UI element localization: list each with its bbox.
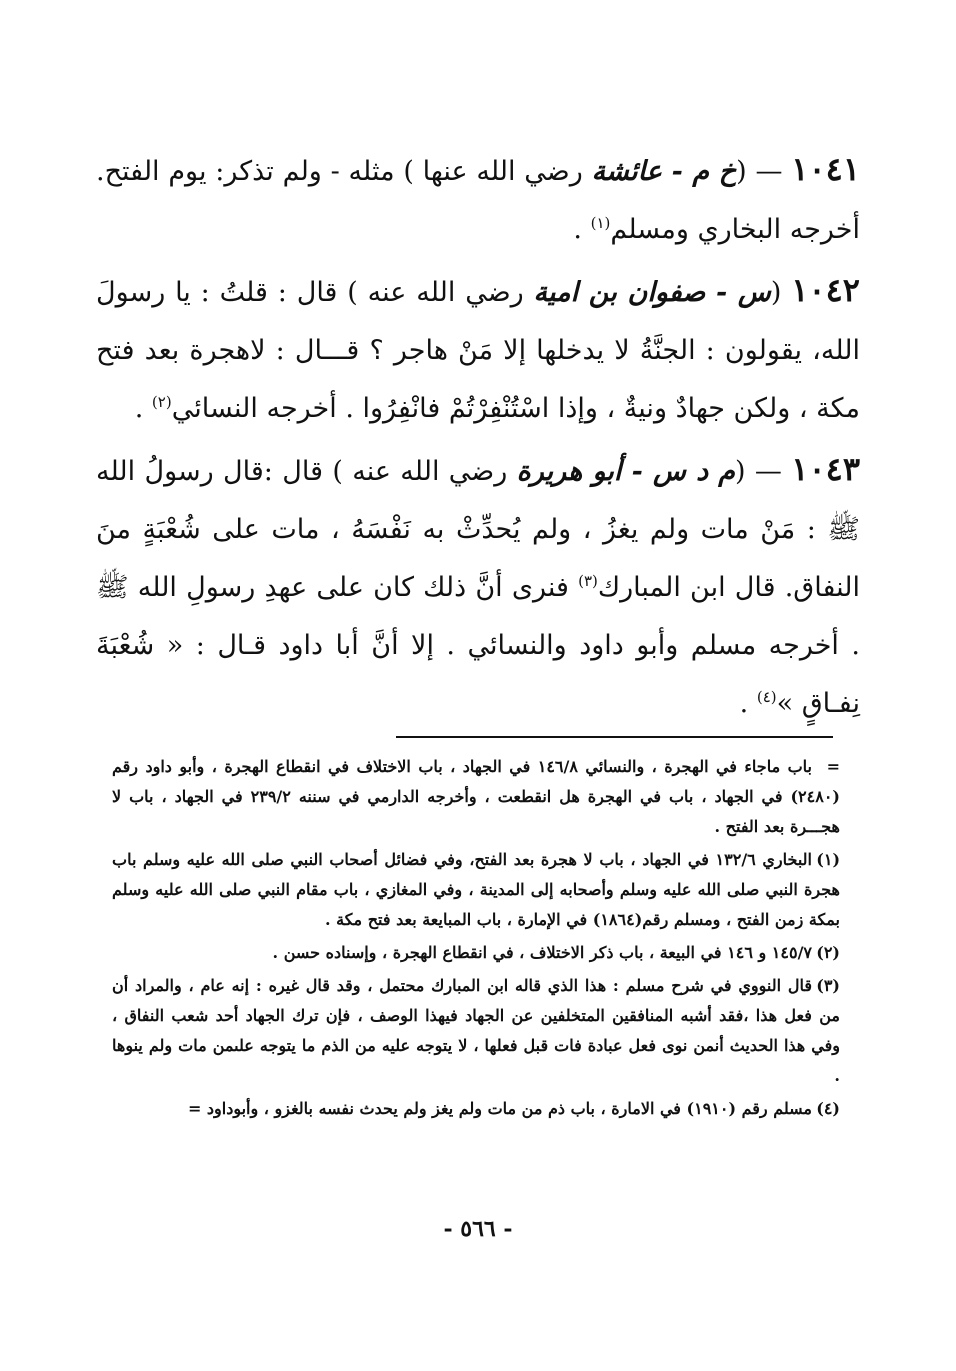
footnote-ref[interactable]: (٢) xyxy=(151,393,172,411)
footnote-separator xyxy=(396,736,833,738)
hadith-text: فنرى أنَّ ذلك كان على عهدِ رسولِ الله ﷺ . أخرجه مسلم وأبو داود والنسائي . إلا أنَّ أبا داود قـال : « شُعْبَةَ نِفـاقٍ » xyxy=(96,572,860,719)
hadith-text: رضي الله عنه ) قال :قال رسولُ الله ﷺ : مَنْ مات ولم يغزُ ، ولم يُحدِّثْ به نَفْسَهُ ، مات على شُعْبَةٍ منَ النفاق. قال ابن المبارك xyxy=(96,456,860,603)
dash: — xyxy=(746,156,792,187)
footnotes-block xyxy=(112,752,840,1127)
footnote-2 xyxy=(112,938,840,968)
hadith-1042 xyxy=(96,261,860,438)
page-number: - ٥٦٦ - xyxy=(443,1216,513,1242)
footnote-text: باب ماجاء في الهجرة ، والنسائي ١٤٦/٨ في الجهاد ، باب الاختلاف في انقطاع الهجرة ، وأبو داود رقم (٢٤٨٠) في الجهاد ، باب في الهجرة هل انقطعت ، وأخرجه الدارمي في سننه ٢٣٩/٢ في الجهاد ، باب لا هجـــرة بعد الفتح . xyxy=(112,757,840,836)
hadith-source: م د س - أبو هريرة xyxy=(516,456,735,487)
footnote-text: قال النووي في شرح مسلم : هذا الذي قاله ابن المبارك محتمل ، وقد قال غيره : إنه عام ، والمراد أن من فعل هذا ،فقد أشبه المنافقين المتخلفين عن الجهاد فيهذا الوصف ، فإن ترك الجهاد أحد شعب النفاق ، وفي هذا الحديث أنمن نوى فعل عبادة فات قبل فعلها ، لا يتوجه عليه من الذم ما يتوجه علىمن مات ولم ينوها . xyxy=(112,976,840,1085)
hadith-1041 xyxy=(96,140,860,259)
hadith-1043 xyxy=(96,440,860,733)
hadith-text: رضي الله عنه ) قال : قلتُ : يا رسولَ الله، يقولون : الجنَّةُ لا يدخلها إلا مَنْ هاجر ؟ قـــال : لاهجرة بعد فتح مكة ، ولكن جهادٌ ونيةٌ ، وإذا اسْتُنْفِرْتُمْ فانْفِرُوا . أخرجه النسائي xyxy=(96,277,860,424)
footnote-text: مسلم رقم (١٩١٠) في الامارة ، باب ذم من مات ولم يغز ولم يحدث نفسه بالغزو ، وأبوداود = xyxy=(187,1099,812,1118)
hadith-source: س - صفوان بن امية xyxy=(533,277,771,308)
footnote-text: البخاري ١٣٢/٦ في الجهاد ، باب لا هجرة بعد الفتح، وفي فضائل أصحاب النبي صلى الله عليه وسلم باب هجرة النبي صلى الله عليه وسلم وأصحابه إلى المدينة ، وفي المغازي ، باب مقام النبي صلى الله عليه وسلم بمكة زمن الفتح ، ومسلم رقم(١٨٦٤) في الإمارة ، باب المبايعة بعد فتح مكة . xyxy=(112,850,840,929)
footnote-mark: (٣) xyxy=(816,976,840,995)
hadith-end: . xyxy=(739,688,757,719)
hadith-end: . xyxy=(134,393,152,424)
hadith-number: ١٠٤٣ xyxy=(791,450,860,488)
footnote-1 xyxy=(112,845,840,935)
footnote-mark: = xyxy=(826,757,840,776)
hadith-number: ١٠٤١ xyxy=(791,150,861,188)
hadith-text: رضي الله عنها ) مثله - ولم تذكر: يوم الفتح. xyxy=(96,156,592,187)
open-paren: ( xyxy=(736,156,747,187)
open-paren: ( xyxy=(735,456,746,487)
open-paren: ( xyxy=(770,277,782,308)
hadith-source: خ م - عائشة xyxy=(591,156,737,187)
footnote-4 xyxy=(112,1094,840,1124)
footnote-continuation xyxy=(112,752,840,842)
hadith-end: . xyxy=(573,214,591,245)
footnote-mark: (١) xyxy=(816,850,841,869)
footnote-ref[interactable]: (٤) xyxy=(756,688,777,706)
dash xyxy=(781,277,791,308)
footnote-mark: (٢) xyxy=(816,943,840,962)
hadith-text-block xyxy=(96,140,860,733)
footnote-mark: (٤) xyxy=(816,1099,840,1118)
footnote-text: ١٤٥/٧ و ١٤٦ في البيعة ، باب ذكر الاختلاف ، في انقطاع الهجرة ، وإسناده حسن . xyxy=(272,943,812,962)
hadith-text: أخرجه البخاري ومسلم xyxy=(610,214,860,245)
footnote-3 xyxy=(112,971,840,1091)
dash: — xyxy=(745,456,792,487)
footnote-ref[interactable]: (٣) xyxy=(578,572,598,590)
hadith-number: ١٠٤٢ xyxy=(791,271,860,309)
footnote-ref[interactable]: (١) xyxy=(590,214,611,232)
